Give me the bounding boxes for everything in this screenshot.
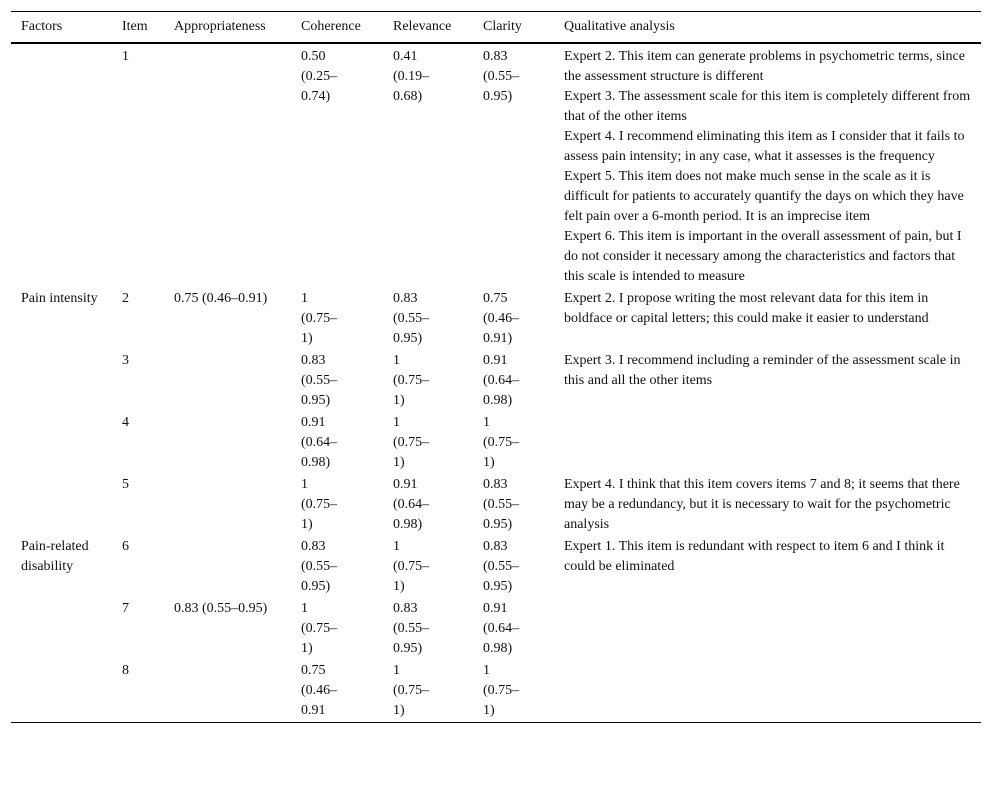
cell-coherence-line: 0.91 [301, 415, 326, 430]
cell-coherence-line: 0.75 [301, 663, 326, 678]
cell-coherence-line: (0.75– [301, 497, 338, 512]
table-row [11, 598, 981, 660]
cell-relevance-line: (0.19– [393, 69, 430, 84]
cell-qualitative-analysis [554, 474, 981, 536]
cell-relevance-line: 1 [393, 663, 400, 678]
expert-validity-table-container [11, 11, 981, 723]
header-relevance: Relevance [393, 19, 452, 34]
cell-coherence [291, 474, 383, 536]
cell-clarity-line: 1) [483, 455, 495, 470]
cell-coherence [291, 288, 383, 350]
cell-appropriateness: 0.75 (0.46–0.91) [174, 291, 268, 306]
cell-coherence [291, 43, 383, 288]
cell-clarity [473, 660, 554, 723]
cell-qualitative-analysis [554, 350, 981, 412]
expert-comment: Expert 6. This item is important in the overall assessment of pain, but I do not consider it necessary among the characteristics and factors that this scale is intended to measure [564, 229, 962, 284]
cell-factor [11, 660, 112, 723]
cell-coherence [291, 598, 383, 660]
cell-coherence-line: (0.46– [301, 683, 338, 698]
cell-clarity-line: 0.98) [483, 641, 513, 656]
cell-relevance-line: 0.98) [393, 517, 423, 532]
cell-coherence-line: 1 [301, 477, 308, 492]
cell-item: 6 [122, 539, 129, 554]
table-row [11, 412, 981, 474]
cell-coherence-line: 1 [301, 291, 308, 306]
cell-relevance [383, 412, 473, 474]
cell-clarity-line: 0.91) [483, 331, 513, 346]
cell-clarity-line: 0.75 [483, 291, 508, 306]
cell-coherence-line: (0.75– [301, 621, 338, 636]
cell-relevance-line: 1 [393, 539, 400, 554]
table-row [11, 660, 981, 723]
cell-item: 3 [122, 353, 129, 368]
cell-coherence-line: 0.91 [301, 703, 326, 718]
cell-clarity-line: 0.83 [483, 477, 508, 492]
cell-factor [11, 43, 112, 288]
cell-clarity-line: 0.95) [483, 89, 513, 104]
cell-relevance-line: 0.91 [393, 477, 418, 492]
cell-relevance-line: (0.75– [393, 683, 430, 698]
cell-clarity-line: 0.91 [483, 601, 508, 616]
cell-relevance-line: (0.55– [393, 621, 430, 636]
cell-coherence-line: 1 [301, 601, 308, 616]
cell-clarity-line: (0.55– [483, 69, 520, 84]
cell-relevance [383, 43, 473, 288]
cell-clarity-line: 0.91 [483, 353, 508, 368]
cell-relevance [383, 474, 473, 536]
cell-clarity-line: (0.64– [483, 621, 520, 636]
expert-comment: Expert 3. I recommend including a reminder of the assessment scale in this and all the other items [564, 353, 961, 388]
cell-coherence-line: 0.74) [301, 89, 331, 104]
cell-relevance-line: 1) [393, 393, 405, 408]
cell-coherence [291, 412, 383, 474]
cell-appropriateness [164, 536, 291, 598]
cell-coherence-line: (0.75– [301, 311, 338, 326]
table-row [11, 288, 981, 350]
cell-relevance-line: 0.95) [393, 331, 423, 346]
cell-clarity-line: 0.95) [483, 579, 513, 594]
cell-relevance-line: 1) [393, 579, 405, 594]
cell-item: 8 [122, 663, 129, 678]
header-clarity: Clarity [483, 19, 522, 34]
expert-comment: Expert 4. I think that this item covers items 7 and 8; it seems that there may be a redundancy, but it is necessary to wait for the psychometric analysis [564, 477, 960, 532]
cell-coherence-line: 0.95) [301, 579, 331, 594]
cell-coherence [291, 536, 383, 598]
cell-appropriateness [164, 660, 291, 723]
cell-relevance [383, 288, 473, 350]
cell-relevance-line: (0.75– [393, 373, 430, 388]
expert-comment: Expert 1. This item is redundant with respect to item 6 and I think it could be eliminated [564, 539, 945, 574]
cell-coherence-line: 0.98) [301, 455, 331, 470]
cell-relevance-line: 1) [393, 455, 405, 470]
table-body [11, 43, 981, 723]
cell-qualitative-analysis [554, 412, 981, 474]
header-item: Item [122, 19, 148, 34]
cell-coherence-line: 0.83 [301, 539, 326, 554]
cell-qualitative-analysis [554, 536, 981, 598]
cell-clarity-line: (0.46– [483, 311, 520, 326]
cell-clarity [473, 43, 554, 288]
cell-appropriateness: 0.83 (0.55–0.95) [174, 601, 268, 616]
expert-comment: Expert 3. The assessment scale for this item is completely different from that of the other items [564, 89, 971, 124]
cell-coherence [291, 660, 383, 723]
table-row [11, 474, 981, 536]
expert-comment: Expert 4. I recommend eliminating this item as I consider that it fails to assess pain intensity; in any case, what it assesses is the frequency [564, 129, 965, 164]
cell-clarity-line: 1 [483, 663, 490, 678]
cell-qualitative-analysis [554, 598, 981, 660]
header-coherence: Coherence [301, 19, 361, 34]
cell-coherence-line: 1) [301, 331, 313, 346]
cell-appropriateness [164, 43, 291, 288]
cell-coherence-line: (0.64– [301, 435, 338, 450]
cell-appropriateness [164, 474, 291, 536]
cell-appropriateness [164, 412, 291, 474]
header-factors: Factors [21, 19, 63, 34]
cell-clarity-line: 1) [483, 703, 495, 718]
cell-coherence-line: 0.50 [301, 49, 326, 64]
expert-comment: Expert 2. I propose writing the most relevant data for this item in boldface or capital letters; this could make it easier to understand [564, 291, 929, 326]
header-qualitative-analysis: Qualitative analysis [564, 19, 675, 34]
cell-relevance-line: 1 [393, 415, 400, 430]
cell-clarity-line: 0.83 [483, 49, 508, 64]
cell-relevance-line: 1 [393, 353, 400, 368]
cell-coherence-line: (0.25– [301, 69, 338, 84]
cell-item: 7 [122, 601, 129, 616]
table-header-row [11, 12, 981, 44]
cell-coherence-line: (0.55– [301, 559, 338, 574]
cell-factor: Pain-related disability [21, 539, 89, 574]
cell-clarity [473, 288, 554, 350]
cell-item: 5 [122, 477, 129, 492]
cell-clarity-line: (0.64– [483, 373, 520, 388]
expert-validity-table [11, 11, 981, 723]
cell-clarity-line: 1 [483, 415, 490, 430]
cell-coherence-line: 1) [301, 641, 313, 656]
expert-comment: Expert 2. This item can generate problems in psychometric terms, since the assessment structure is different [564, 49, 965, 84]
cell-clarity [473, 598, 554, 660]
cell-factor [11, 474, 112, 536]
cell-relevance-line: 1) [393, 703, 405, 718]
cell-item: 1 [122, 49, 129, 64]
cell-clarity-line: (0.55– [483, 497, 520, 512]
cell-clarity-line: (0.75– [483, 683, 520, 698]
cell-clarity [473, 412, 554, 474]
cell-clarity [473, 536, 554, 598]
cell-relevance-line: (0.75– [393, 435, 430, 450]
cell-relevance-line: 0.68) [393, 89, 423, 104]
cell-relevance [383, 598, 473, 660]
cell-clarity-line: (0.55– [483, 559, 520, 574]
cell-coherence-line: 1) [301, 517, 313, 532]
cell-coherence-line: 0.95) [301, 393, 331, 408]
cell-relevance-line: (0.55– [393, 311, 430, 326]
cell-factor: Pain intensity [21, 291, 98, 306]
cell-relevance-line: 0.83 [393, 601, 418, 616]
cell-clarity-line: 0.95) [483, 517, 513, 532]
cell-relevance-line: 0.95) [393, 641, 423, 656]
cell-clarity-line: 0.83 [483, 539, 508, 554]
cell-relevance [383, 536, 473, 598]
cell-coherence-line: 0.83 [301, 353, 326, 368]
cell-relevance-line: (0.75– [393, 559, 430, 574]
cell-qualitative-analysis [554, 288, 981, 350]
cell-qualitative-analysis [554, 43, 981, 288]
cell-appropriateness [164, 350, 291, 412]
cell-item: 4 [122, 415, 129, 430]
cell-factor [11, 350, 112, 412]
cell-clarity-line: (0.75– [483, 435, 520, 450]
table-row [11, 350, 981, 412]
cell-clarity [473, 474, 554, 536]
cell-coherence-line: (0.55– [301, 373, 338, 388]
cell-relevance-line: 0.41 [393, 49, 418, 64]
cell-relevance [383, 350, 473, 412]
cell-item: 2 [122, 291, 129, 306]
table-row [11, 536, 981, 598]
cell-relevance-line: 0.83 [393, 291, 418, 306]
cell-clarity-line: 0.98) [483, 393, 513, 408]
cell-factor [11, 412, 112, 474]
cell-qualitative-analysis [554, 660, 981, 723]
cell-relevance [383, 660, 473, 723]
expert-comment: Expert 5. This item does not make much sense in the scale as it is difficult for patients to accurately quantify the days on which they have felt pain over a 6-month period. It is an imprecise item [564, 169, 964, 224]
cell-factor [11, 598, 112, 660]
cell-relevance-line: (0.64– [393, 497, 430, 512]
table-row [11, 43, 981, 288]
cell-clarity [473, 350, 554, 412]
header-appropriateness: Appropriateness [174, 19, 266, 34]
cell-coherence [291, 350, 383, 412]
